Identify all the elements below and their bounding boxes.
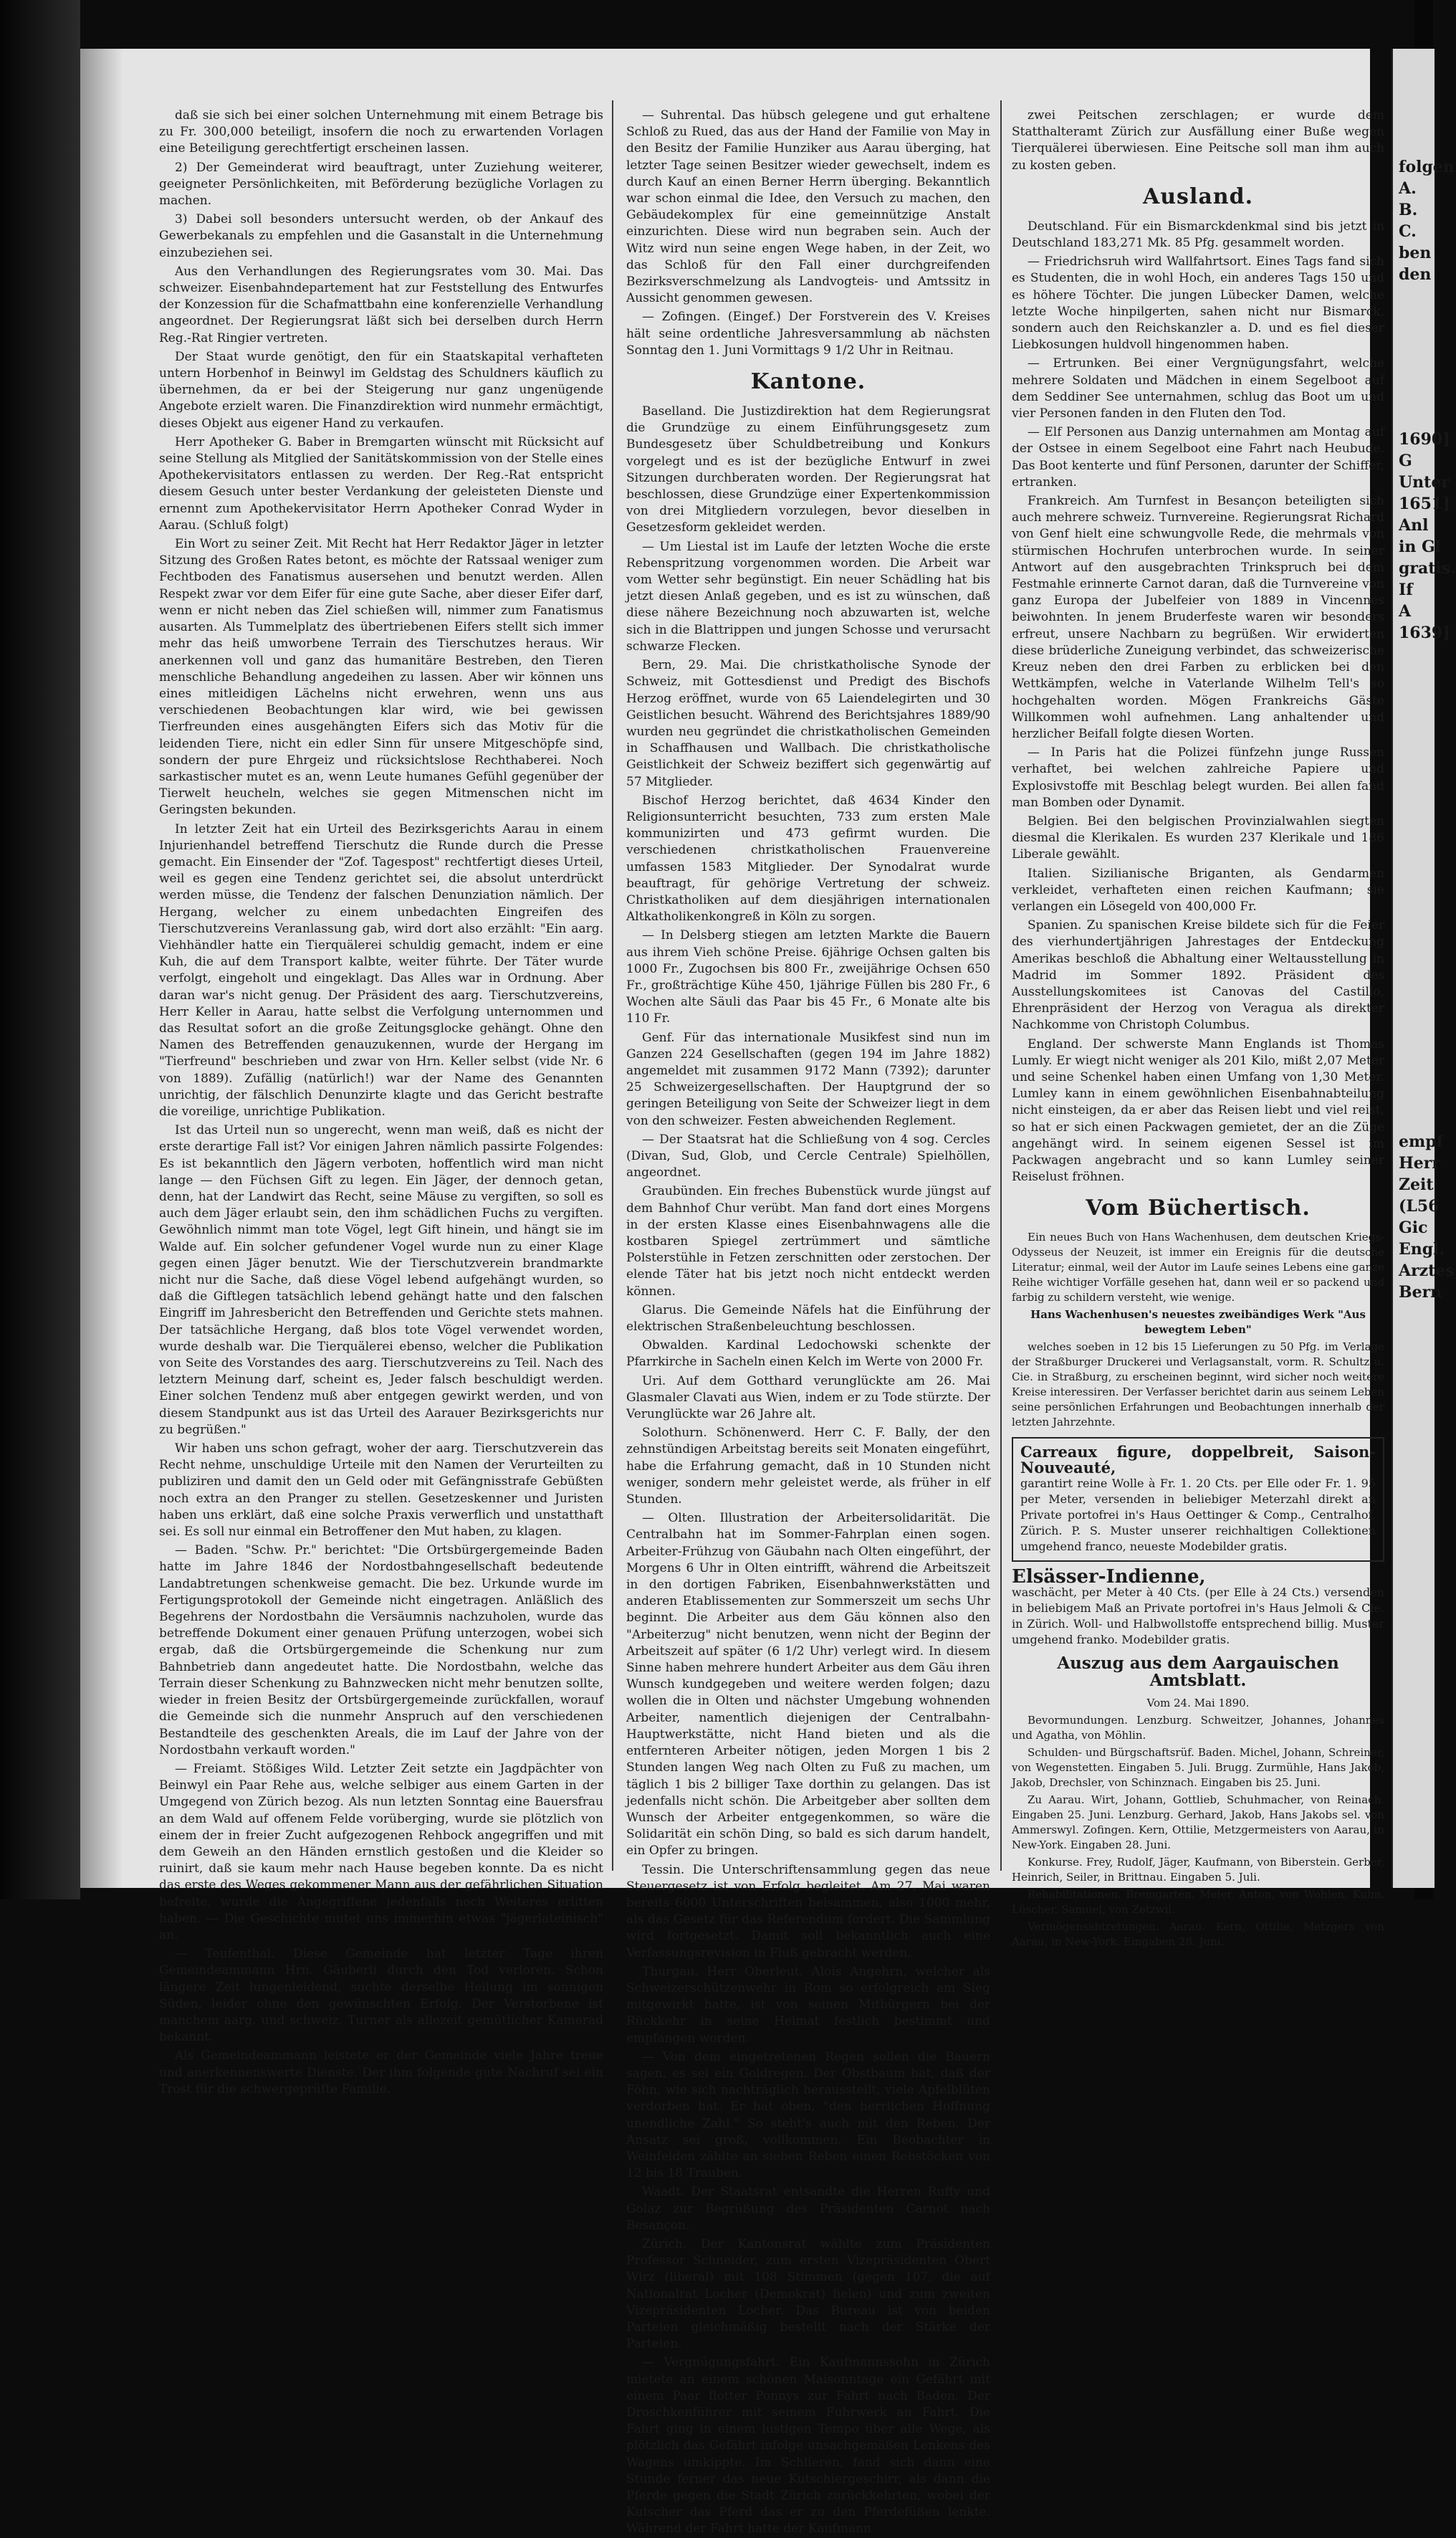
- column-1: [159, 108, 603, 2096]
- paragraph: Bern, 29. Mai. Die christkatholische Synode der Schweiz, mit Gottesdienst und Predigt des Bischofs Herzog eröffnet, wurde von 65 Laiendelegirten und 30 Geistlichen besucht. Während des Berichtsjahres 1889/90 wurden neu gegründet die christkatholischen Gemeinden in Schaffhausen und Wallbach. Die christkatholische Geistlichkeit der Schweiz beziffert sich gegenwärtig auf 57 Mitglieder.: [626, 658, 990, 789]
- paragraph: Genf. Für das internationale Musikfest sind nun im Ganzen 224 Gesellschaften (gegen 194 im Jahre 1882) angemeldet mit zusammen 9172 Mann (7392); darunter 25 Schweizergesellschaften. Der Hauptgrund der so geringen Beteiligung von Seite der Schweizer liegt in dem von den schweizer. Festen abweichenden Reglement.: [626, 1030, 990, 1128]
- paragraph: Wir haben uns schon gefragt, woher der aarg. Tierschutzverein das Recht nehme, unschuldige Urteile mit den Namen der Verurteilten zu publiziren und damit den un Geld oder mit Gefängnisstrafe Gebüßten noch extra an den Pranger zu stellen. Gesetzeskenner und Juristen haben uns erklärt, daß eine solche Praxis verwerflich und unstatthaft sei. Es soll nur einmal ein Betroffener den Mut haben, zu klagen.: [159, 1441, 603, 1540]
- paragraph: — Von dem eingetretenen Regen sollen die Bauern sagen, es sei ein Goldregen. Der Obstbaum hat, daß der Föhn, wie sich nachträglich herausstellt, viele Apfelblüten verdorben hat. Er hat oben, "den herrlichen Hoffnung unendliche Zahl." So steht's auch mit den Reben. Der Ansatz sei groß, vollkommen. Ein Beobachter in Weinfelden zählte an sieben Reben einen Rebstöcken von 12 bis 18 Trauben.: [626, 2049, 990, 2181]
- paragraph: Frankreich. Am Turnfest in Besançon beteiligten sich auch mehrere schweiz. Turnvereine. Regierungsrat Richard von Genf hielt eine schwungvolle Rede, die mehrmals von stürmischen Hochrufen unterbrochen wurde. In seiner Antwort auf den ausgebrachten Trinkspruch bei dem Festmahle erinnerte Carnot daran, daß die Turnvereine von ganz Europa der Jubelfeier von 1889 in Vincennes beiwohnten. In jenem Bruderfeste waren wir besonders erfreut, unsere Nachbarn zu begrüßen. Wir erwiderten diese brüderliche Zuneigung verbindet, das schweizerische Kreuz neben den drei Farben zu erblicken bei den Wettkämpfen, welche in Vaterlande Wilhelm Tell's so hochgehalten worden. Mögen Frankreichs Gäste Willkommen wohl aufnehmen. Lang anhaltender und herzlicher Beifall folgte diesen Worten.: [1012, 494, 1384, 741]
- edge-text: Gic: [1399, 1218, 1428, 1237]
- paragraph: daß sie sich bei einer solchen Unternehmung mit einem Betrage bis zu Fr. 300,000 beteiligt, insofern die noch zu erwartenden Vorlagen eine Beteiligung gerechtfertigt erscheinen lassen.: [159, 108, 603, 156]
- ad-text: waschächt, per Meter à 40 Cts. (per Elle à 24 Cts.) versenden in beliebigem Maß an Private portofrei in's Haus Jelmoli & Cie. in Zürich. Woll- und Halbwollstoffe entsprechend billig. Muster umgehend franko. Modebilder gratis.: [1012, 1585, 1384, 1647]
- edge-text: (L56: [1399, 1197, 1440, 1216]
- paragraph: — Baden. "Schw. Pr." berichtet: "Die Ortsbürgergemeinde Baden hatte im Jahre 1846 der Nordostbahngesellschaft bedeutende Landabtretungen schenkweise gemacht. Die bez. Urkunde wurde im Fertigungsprotokoll der Gemeinde nicht eingetragen. Anläßlich des Begehrens der Nordostbahn die Versäumnis nachzuholen, wurde das betreffende Dokument einer genauen Prüfung unterzogen, wobei sich ergab, daß die Ortsbürgergemeinde die Schenkung nur zum Bahnbetrieb dann angedeutet hatte. Die Nordostbahn, welche das Terrain dieser Schenkung zu Bahnzwecken nicht mehr benutzen sollte, wieder in freien Besitz der Ortsbürgergemeinde zurückfallen, worauf die Gemeinde sich die nunmehr Anspruch auf den verschiedenen Bestandteile des geschenkten Areals, die im Lauf der Jahre von der Nordostbahn verkauft worden.": [159, 1543, 603, 1757]
- edge-text: Unter: [1399, 473, 1450, 492]
- book-title: Hans Wachenhusen's neuestes zweibändiges Werk "Aus bewegtem Leben": [1030, 1308, 1366, 1337]
- edge-text: A: [1399, 602, 1412, 621]
- paragraph: Uri. Auf dem Gotthard verunglückte am 26. Mai Glasmaler Clavati aus Wien, indem er zu Tode stürzte. Der Verunglückte war 26 Jahre alt.: [626, 1373, 990, 1422]
- paragraph: — Freiamt. Stößiges Wild. Letzter Zeit setzte ein Jagdpächter von Beinwyl ein Paar Rehe aus, welche selbiger aus einem Garten in der Umgegend von Zürich bezog. Als nun letzten Sonntag eine Bauersfrau an dem Wald auf offenem Felde vorüberging, wurde sie plötzlich von einem der in freier Zucht aufgezogenen Rehbock angegriffen und mit dem Geweih an den Händen ernstlich gestoßen und die Kleider so ruinirt, daß sie kaum mehr nach Hause begeben konnte. Da es nicht das erste des Weges gekommener Mann aus der gefährlichen Situation befreite, wurde die Angegriffene jedenfalls noch Weiteres erlitten haben. — Die Geschichte mutet uns immerhin etwas "jägerlateinisch" an.: [159, 1761, 603, 1942]
- paragraph: — Ertrunken. Bei einer Vergnügungsfahrt, welche mehrere Soldaten und Mädchen in einem Segelboot auf dem Seddiner See unternahmen, schlug das Boot um und vier Personen fanden in den Fluten den Tod.: [1012, 356, 1384, 421]
- edge-text: den: [1399, 265, 1432, 284]
- paragraph: — Der Staatsrat hat die Schließung von 4 sog. Cercles (Divan, Sud, Glob, und Cercle Centrale) Spielhöllen, angeordnet.: [626, 1132, 990, 1180]
- paragraph: Spanien. Zu spanischen Kreise bildete sich für die Feier des vierhundertjährigen Jahrestages der Entdeckung Amerikas beschloß die Abhaltung einer Weltausstellung in Madrid im Sommer 1892. Präsident des Ausstellungskomitees ist Canovas del Castillo, Ehrenpräsident der Herzog von Veragua als direkter Nachkomme von Christoph Columbus.: [1012, 918, 1384, 1033]
- paragraph: In letzter Zeit hat ein Urteil des Bezirksgerichts Aarau in einem Injurienhandel betreffend Tierschutz die Runde durch die Presse gemacht. Ein Einsender der "Zof. Tagespost" rechtfertigt dieses Urteil, weil es gegen eine Tendenz gerichtet sei, die absolut unterdrückt werden müsse, die Tendenz der falschen Denunziation nämlich. Der Hergang, welcher zu einem unbedachten Eingreifen des Tierschutzvereins Veranlassung gab, wird dort also erzählt: "Ein aarg. Viehhändler hatte ein Tierquälerei schuldig gemacht, indem er eine Kuh, die auf dem Transport kalbte, weiter führte. Der Täter wurde verfolgt, eingeholt und eingeklagt. Das Alles war in Ordnung. Aber daran war's nicht genug. Der Präsident des aarg. Tierschutzvereins, Herr Keller in Aarau, hatte selbst die Verfolgung unternommen und das Resultat sofort an die große Zeitungsglocke gehängt. Ohne den Namen des Betreffenden genauzukennen, wurde der Hergang im "Tierfreund" beschrieben und zwar von Hrn. Keller selbst (vide Nr. 6 von 1889). Zufällig (natürlich!) war der Name des Genannten unrichtig, der fälschlich Denunzirte klagte und das Gericht bestrafte die voreilige, unrichtige Publikation.: [159, 821, 603, 1119]
- column-3: [1012, 108, 1384, 1948]
- edge-text: If: [1399, 581, 1413, 599]
- paragraph: Solothurn. Schönenwerd. Herr C. F. Bally, der den zehnstündigen Arbeitstag bereits seit Monaten eingeführt, habe die Erfahrung gemacht, daß in 10 Stunden nicht weniger, sondern mehr geleistet werde, als früher in elf Stunden.: [626, 1426, 990, 1507]
- paragraph: Belgien. Bei den belgischen Provinzialwahlen siegten diesmal die Klerikalen. Es wurden 237 Klerikale und 186 Liberale gewählt.: [1012, 814, 1384, 862]
- paragraph: — In Paris hat die Polizei fünfzehn junge Russen verhaftet, bei welchen zahlreiche Papiere und Explosivstoffe mit Beschlag belegt wurden. Bei allen fand man Bomben oder Dynamit.: [1012, 745, 1384, 810]
- edge-text: Herr: [1399, 1154, 1440, 1173]
- edge-text: gratis.: [1399, 559, 1456, 578]
- edge-text: in Gl: [1399, 538, 1442, 556]
- edge-text: 1690]: [1399, 430, 1450, 449]
- edge-text: Anl: [1399, 516, 1429, 535]
- paragraph: Rehabilitationen. Bremgarten. Meier, Anton, von Wohlen. Kulm. Lüscher, Samuel, von Zetzwil.: [1012, 1887, 1384, 1916]
- edge-text: 1651]: [1399, 495, 1450, 513]
- paragraph: Vermögensabtretungen. Aarau. Kern, Ottilie, Metzgers von Aarau, in New-York. Eingaben 28. Juni.: [1012, 1919, 1384, 1948]
- edge-group: [1393, 429, 1456, 644]
- paragraph: Glarus. Die Gemeinde Näfels hat die Einführung der elektrischen Straßenbeleuchtung beschlossen.: [626, 1302, 990, 1335]
- edge-text: Engl.: [1399, 1240, 1445, 1259]
- binding-shadow: [80, 49, 123, 1888]
- paragraph: Thurgau. Herr Oberleut. Alois Angehrn, welcher als Schweizerschützenwehr in Rom so erfolgreich am Sieg mitgewirkt hatte, ist von seinen Mitbürgern bei der Rückkehr in seine Heimat festlich bestimmt und empfangen worden.: [626, 1964, 990, 2046]
- paragraph: Graubünden. Ein freches Bubenstück wurde jüngst auf dem Bahnhof Chur verübt. Man fand dort eines Morgens in der ersten Klasse eines Eisenbahnwagens alle die kostbaren Spiegel zertrümmert und sämtliche Polsterstühle in Fetzen zerschnitten oder zerstochen. Der elende Täter hat bis jetzt noch nicht entdeckt werden können.: [626, 1184, 990, 1299]
- paragraph: — In Delsberg stiegen am letzten Markte die Bauern aus ihrem Vieh schöne Preise. 6jährige Ochsen galten bis 1000 Fr., Zugochsen bis 800 Fr., zweijährige Ochsen 650 Fr., großträchtige Kühe 450, 1jährige Füllen bis 280 Fr., 6 Wochen alte Säuli das Paar bis 45 Fr., 6 Monate alte bis 110 Fr.: [626, 928, 990, 1026]
- paragraph: zwei Peitschen zerschlagen; er wurde dem Statthalteramt Zürich zur Ausfällung einer Buße wegen Tierquälerei überwiesen. Eine Peitsche soll man ihm auch zu kosten geben.: [1012, 108, 1384, 173]
- edge-group: [1393, 156, 1455, 285]
- paragraph: Konkurse. Frey, Rudolf, Jäger, Kaufmann, von Biberstein. Gerber, Heinrich, Seiler, in Brittnau. Eingaben 5. Juli.: [1012, 1855, 1384, 1884]
- edge-text: C.: [1399, 222, 1417, 241]
- paragraph: Tessin. Die Unterschriftensammlung gegen das neue Steuergesetz ist von Erfolg begleitet. Am 27. Mai waren bereits 6000 Unterschriften beisammen, also 1000 mehr, als das Gesetz für das Referendum fordert. Die Sammlung wird fortgesetzt. Damit soll bekanntlich auch eine Verfassungsrevision in Fluß gebracht werden.: [626, 1862, 990, 1960]
- paragraph: — Elf Personen aus Danzig unternahmen am Montag auf der Ostsee in einem Segelboot eine Fahrt nach Heubude. Das Boot kenterte und fünf Personen, darunter der Schiffer, ertranken.: [1012, 425, 1384, 490]
- paragraph: 2) Der Gemeinderat wird beauftragt, unter Zuziehung weiterer, geeigneter Persönlichkeiten, mit Beförderung bezügliche Vorlagen zu machen.: [159, 160, 603, 209]
- paragraph: Bevormundungen. Lenzburg. Schweitzer, Johannes, Johannes und Agatha, von Möhlin.: [1012, 1713, 1384, 1742]
- paragraph: Als Gemeindeammann leistete er der Gemeinde viele Jahre treue und anerkennenswerte Dienste. Der ihm folgende gute Nachruf sei ein Trost für die schwergeprüfte Familie.: [159, 2048, 603, 2096]
- paragraph: — Friedrichsruh wird Wallfahrtsort. Eines Tags fand sich es Studenten, die in wohl Hoch, ein anderes Tags 150 und es höhere Töchter. Die jungen Lübecker Damen, welche letzte Woche hinpilgerten, sahen nicht nur Bismarck, sondern auch den Reichskanzler a. D. und es fiel dieser Liebkosungen huldvoll hingenommen haben.: [1012, 254, 1384, 353]
- edge-text: B.: [1399, 201, 1418, 219]
- ad-title: Elsässer-Indienne,: [1012, 1566, 1206, 1588]
- paragraph: Ein neues Buch von Hans Wachenhusen, dem deutschen Kriegs-Odysseus der Neuzeit, ist immer ein Ereignis für die deutsche Literatur; einmal, weil der Autor im Laufe seines Lebens eine ganze Reihe wichtiger Vorfälle gesehen hat, dann weil er so packend und farbig zu schildern versteht, wie wenige.: [1012, 1231, 1384, 1304]
- section-heading-kantone: Kantone.: [750, 369, 866, 395]
- paragraph: Baselland. Die Justizdirektion hat dem Regierungsrat die Grundzüge zu einem Einführungsgesetz zum Bundesgesetz über Schuldbetreibung und Konkurs vorgelegt und es ist der bezügliche Entwurf in zwei Sitzungen durchberaten worden. Der Regierungsrat hat beschlossen, diese Grundzüge einer Expertenkommission von drei Mitgliedern vorzulegen, bevor dieselben in Gesetzesform gekleidet werden.: [626, 404, 990, 535]
- edge-text: 1639]: [1399, 624, 1450, 642]
- edge-text: ben: [1399, 244, 1432, 262]
- paragraph: — Suhrental. Das hübsch gelegene und gut erhaltene Schloß zu Rued, das aus der Hand der Familie von May in den Besitz der Familie Hunziker aus Aarau überging, hat letzter Tage seinen Besitzer wieder gewechselt, indem es durch Kauf an einen Berner Herrn überging. Bekanntlich war schon einmal die Idee, den Versuch zu machen, den Gebäudekomplex für eine gemeinnützige Anstalt einzurichten. Diese wird nun begraben sein. Auch der Witz wird nun seine engen Wege haben, in der Zeit, wo das Schloß für den Fall einer durchgreifenden Bezirksverschmelzung als Landvogteis- und Amtssitz in Aussicht genommen gewesen.: [626, 108, 990, 306]
- edge-group: [1393, 1131, 1455, 1303]
- advertisement-carreaux: [1012, 1437, 1384, 1562]
- paragraph: Deutschland. Für ein Bismarckdenkmal sind bis jetzt in Deutschland 183,271 Mk. 85 Pfg. gesammelt worden.: [1012, 219, 1384, 251]
- advertisement-indienne: [1012, 1566, 1384, 1648]
- edge-text: Bern: [1399, 1283, 1442, 1302]
- edge-text: G: [1399, 452, 1412, 470]
- ad-text: garantirt reine Wolle à Fr. 1. 20 Cts. per Elle oder Fr. 1. 95 per Meter, versenden in beliebiger Meterzahl direkt an Private portofrei in's Haus Oettinger & Comp., Centralhof, Zürich. P. S. Muster unserer reichhaltigen Collektionen umgehend franco, neueste Modebilder gratis.: [1020, 1476, 1376, 1554]
- edge-text: Arztes: [1399, 1261, 1455, 1280]
- column-rule: [612, 100, 613, 1871]
- paragraph: Obwalden. Kardinal Ledochowski schenkte der Pfarrkirche in Sacheln einen Kelch im Werte von 2000 Fr.: [626, 1338, 990, 1370]
- paragraph: Ein Wort zu seiner Zeit. Mit Recht hat Herr Redaktor Jäger in letzter Sitzung des Großen Rates betont, es möchte der Ratssaal weniger zum Fechtboden des Fanatismus ausersehen und benutzt werden. Allen Respekt zwar vor dem Eifer für eine gute Sache, aber dieser Eifer darf, wenn er nicht neben das Ziel schießen will, nimmer zum Fanatismus ausarten. Als Tummelplatz des übertriebenen Eifers stellt sich immer mehr das heiß umworbene Terrain des Tierschutzes heraus. Wir anerkennen voll und ganz das humanitäre Bestreben, den Tieren menschliche Behandlung angedeihen zu lassen. Aber wir können uns eines mitleidigen Lächelns nicht erwehren, wenn uns aus verschiedenen Beobachtungen klar wird, wie bei gewissen Tierfreunden eines ausgehängten Eifers sich das Motiv für die leidenden Tiere, nicht ein edler Sinn für unsere Mitgeschöpfe sind, sondern der pure Ehrgeiz und rücksichtslose Rechthaberei. Noch sarkastischer mutet es an, wenn Leute humanes Gefühl gegenüber der Tierwelt heucheln, welches sie gegen Mitmenschen nicht im Geringsten bekunden.: [159, 537, 603, 818]
- paragraph: Schulden- und Bürgschaftsrüf. Baden. Michel, Johann, Schreiner, von Wegenstetten. Eingaben 5. Juli. Brugg. Zurmühle, Hans Jakob, Jakob, Drechsler, von Schinznach. Eingaben bis 25. Juni.: [1012, 1745, 1384, 1789]
- paragraph: Zu Aarau. Wirt, Johann, Gottlieb, Schuhmacher, von Reinach. Eingaben 25. Juni. Lenzburg. Gerhard, Jakob, Hans Jakobs sel. von Ammerswyl. Zofingen. Kern, Ottilie, Metzgermeisters von Aarau, in New-York. Eingaben 28. Juni.: [1012, 1793, 1384, 1851]
- paragraph: Herr Apotheker G. Baber in Bremgarten wünscht mit Rücksicht auf seine Stellung als Mitglied der Sanitätskommission von der Stelle eines Apothekervisitators entlassen zu werden. Der Reg.-Rat entspricht diesem Gesuch unter bester Verdankung der geleisteten Dienste und ernennt zum Apothekervisitator Herrn Apotheker Conrad Wyder in Aarau. (Schluß folgt): [159, 434, 603, 533]
- paragraph: 3) Dabei soll besonders untersucht werden, ob der Ankauf des Gewerbekanals zu empfehlen und die Gasanstalt in die Unternehmung einzubeziehen sei.: [159, 212, 603, 260]
- paragraph: — Zofingen. (Eingef.) Der Forstverein des V. Kreises hält seine ordentliche Jahresversammlung ab nächsten Sonntag den 1. Juni Vormittags 9 1/2 Uhr in Reitnau.: [626, 310, 990, 358]
- paragraph: — Teufenthal. Diese Gemeinde hat letzter Tage ihren Gemeindeammann Hrn. Gäuberli durch den Tod verloren. Schon längere Zeit lungenleidend, suchte derselbe Heilung im sonnigen Süden, leider ohne den gewünschten Erfolg. Der Verstorbene ist manchem aarg. und schweiz. Turner als allezeit gemütlicher Kamerad bekannt.: [159, 1947, 603, 2045]
- column-rule: [1000, 100, 1002, 1871]
- section-heading-ausland: Ausland.: [1142, 183, 1254, 209]
- ad-title: Carreaux figure, doppelbreit, Saison-Nouveauté,: [1020, 1443, 1376, 1477]
- paragraph: Italien. Sizilianische Briganten, als Gendarmen verkleidet, verhafteten einen reichen Kaufmann; sie verlangen ein Lösegeld von 400,000 Fr.: [1012, 866, 1384, 914]
- cropped-next-column: [1392, 49, 1456, 1888]
- scan-border-left: [0, 0, 80, 1899]
- edge-text: A.: [1399, 179, 1417, 198]
- paragraph: — Vergnügungsfahrt. Ein Kaufmannssohn in Zürich mietete an einem schönen Maisonntage ein Gefährt mit einem Paar flotter Ponnys zur Fahrt nach Baden. Der Droschkenführer mit seinem Fuhrwerk an Fahrt. Die Fahrt ging in einem lustigen Tempo über alle Wege, als plötzlich das Gefährt infolge unsachgemäßen Lenkens des Wagens umkippte. Im Schlieren, fand sich dann eine Stunde ferner das neue Kutschiergeschirr, als dann die Pferde gegen die Stadt Zürich zurückkehrten, wobei der Kutscher das Pferd das er zu den Pferdefüßen lenkte. Während der Fahrt hatte der Kaufmann: [626, 2355, 990, 2537]
- section-heading-amtsblatt: Auszug aus dem Aargauischen Amtsblatt.: [1057, 1654, 1339, 1690]
- paragraph: welches soeben in 12 bis 15 Lieferungen zu 50 Pfg. im Verlage der Straßburger Druckerei und Verlagsanstalt, vorm. R. Schultz u. Cie. in Straßburg, zu erscheinen beginnt, wird sicher noch weitere Kreise interessiren. Der Verfasser berichtet darin aus seinem Leben seine persönlichen Erfahrungen und Beobachtungen innerhalb der letzten Jahrzehnte.: [1012, 1340, 1384, 1429]
- column-2: [626, 108, 990, 2537]
- paragraph: Der Staat wurde genötigt, den für ein Staatskapital verhafteten untern Horbenhof in Beinwyl im Geldstag des Schuldners käuflich zu übernehmen, da er bei der Steigerung nur ganz ungenügende Angebote erzielt waren. Die Finanzdirektion wird nunmehr ermächtigt, dieses Objekt aus eigener Hand zu verkaufen.: [159, 349, 603, 431]
- edge-text: folgen: [1399, 158, 1455, 176]
- paragraph: — Olten. Illustration der Arbeitersolidarität. Die Centralbahn hat im Sommer-Fahrplan einen sogen. Arbeiter-Frühzug von Gäubahn nach Olten eingeführt, der Morgens 6 Uhr in Olten eintrifft, während die Arbeitszeit in den dortigen Fabriken, Eisenbahnwerkstätten und anderen Etablissementen zur Sommerszeit um sechs Uhr beginnt. Die Arbeiter aus dem Gäu können also den "Arbeiterzug" nicht benutzen, wenn nicht der Beginn der Arbeitszeit auf später (6 1/2 Uhr) verlegt wird. In diesem Sinne haben mehrere hundert Arbeiter aus dem Gäu ihren Wunsch kundgegeben und weitere werden folgen; dazu wollen die in Olten und nächster Umgebung wohnenden Arbeiter, namentlich diejenigen der Centralbahn-Hauptwerkstätte, nicht Hand bieten und als die entfernteren Arbeiter nötigen, jeden Morgen 1 bis 2 Stunden langen Weg nach Olten zu Fuß zu machen, um täglich 1 bis 2 billiger Taxe dorthin zu gelangen. Das ist jedenfalls nicht schön. Die Arbeitgeber aber sollten dem Wunsch der Arbeiter entgegenkommen, so wäre die Solidarität ein schön Ding, so bald es sich darum handelt, ein Opfer zu bringen.: [626, 1511, 990, 1859]
- section-heading-buechertisch: Vom Büchertisch.: [1086, 1196, 1311, 1221]
- paragraph: Zürich. Der Kantonsrat wählte zum Präsidenten Professor Schneider, zum ersten Vizepräsidenten Obert Wirz (liberal) mit 108 Stimmen (gegen 107, die auf Nationalrat Locher (Demokrat) fielen) und zum zweiten Vizepräsidenten Locher. Das Bureau ist von beiden Parteien gleichmäßig bestellt nach der Stärke der Parteien.: [626, 2236, 990, 2352]
- paragraph: England. Der schwerste Mann Englands ist Thomas Lumly. Er wiegt nicht weniger als 201 Kilo, mißt 2,07 Meter und seine Schenkel haben einen Umfang von 1,30 Meter. Lumley kann in einem gewöhnlichen Eisenbahnabteilung nicht einsteigen, da er aber das Reisen liebt und viel reist, so hat er sich einen Packwagen gemietet, der an die Züge angehängt wird. In seinem eigenen Sessel ist im Packwagen angebracht und so kann Lumley seiner Reiselust fröhnen.: [1012, 1036, 1384, 1185]
- paragraph: Waadt. Der Staatsrat entsandte die Herren Ruffy und Golaz zur Begrüßung des Präsidenten Carnot nach Besançon.: [626, 2185, 990, 2233]
- amtsblatt-date: Vom 24. Mai 1890.: [1146, 1696, 1250, 1709]
- edge-text: Zeit: [1399, 1175, 1434, 1194]
- paragraph: Aus den Verhandlungen des Regierungsrates vom 30. Mai. Das schweizer. Eisenbahndepartement hat zur Feststellung des Entwurfes der Konzession für die Schafmattbahn eine konferenzielle Verhandlung angeordnet. Der Regierungsrat läßt sich bei derselben durch Herrn Reg.-Rat Ringier vertreten.: [159, 264, 603, 345]
- paragraph: Bischof Herzog berichtet, daß 4634 Kinder den Religionsunterricht besuchten, 733 zum ersten Male kommunizirten und 473 gefirmt wurden. Die verschiedenen christkatholischen Frauenvereine umfassen 1583 Mitglieder. Der Synodalrat wurde beauftragt, für gehörige Vertretung der schweiz. Christkatholiken auf dem diesjährigen internationalen Altkatholikenkongreß in Köln zu sorgen.: [626, 793, 990, 925]
- edge-text: empf: [1399, 1132, 1444, 1151]
- newspaper-page: [80, 49, 1456, 2537]
- paragraph: — Um Liestal ist im Laufe der letzten Woche die erste Rebenspritzung vorgenommen worden. Die Arbeit war vom Wetter sehr begünstigt. Ein neuer Schädling hat bis jetzt diesen Anlaß gegeben, und es ist zu wünschen, daß diese nähere Bezeichnung noch abzuwarten ist, welche sich in die Blattrippen und jungen Schosse und verursacht schwarze Flecken.: [626, 539, 990, 654]
- paragraph: Ist das Urteil nun so ungerecht, wenn man weiß, daß es nicht der erste derartige Fall ist? Vor einigen Jahren nämlich passirte Folgendes: Es ist bekanntlich den Jägern verboten, hoffentlich wird man nicht lange — den Füchsen Gift zu legen. Ein Jäger, der dennoch getan, denn, hat der Landwirt das Recht, seine Mäuse zu vergiften, so soll es auch dem Jäger erlaubt sein, den ihm schädlichen Fuchs zu vergiften. Gewöhnlich nimmt man tote Vögel, legt Gift hinein, und hängt sie im Walde auf. Ein solcher gefundener Vogel wurde nun zu einer Klage gegen einen Jäger benutzt. Wie der Tierschutzverein brandmarkte nicht nur die Sache, daß diese Vögel lebend aufgehängt wurden, so daß die Giftlegen tatsächlich lebend gehängt hatte und den falschen Eingriff im Jahresbericht den Betreffenden und Gerichte stets mahnen. Der tatsächliche Hergang, daß blos tote Vögel verwendet worden, wurde deshalb war. Die Tierquälerei ebenso, welcher die Publikation von Seite des Vorstandes des aarg. Tierschutzvereins zu Teil. Nach des letztern Meinung darf, scheint es, Jeder falsch beschuldigt werden. Einer solchen Tendenz muß aber entgegen gewirkt werden, und von diesem Standpunkt aus ist das Urteil des Aarauer Bezirksgerichts nur zu begrüßen.": [159, 1123, 603, 1437]
